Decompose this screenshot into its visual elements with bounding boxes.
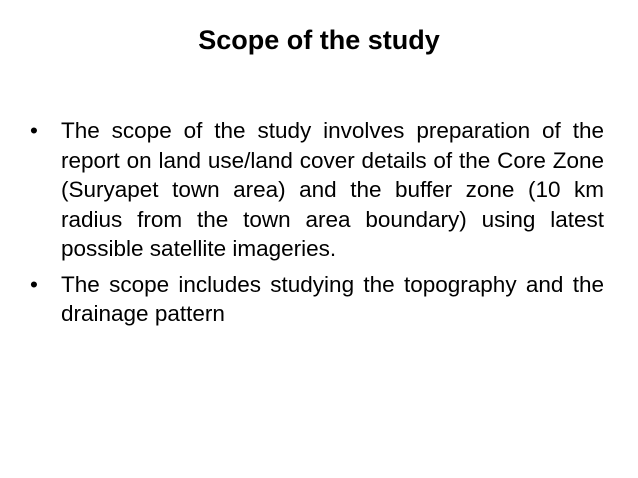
bullet-item-2	[30, 270, 604, 329]
bullet-text-2: The scope includes studying the topography and the drainage pattern	[61, 271, 604, 326]
bullet-marker: •	[30, 118, 38, 143]
bullet-item-1	[30, 116, 604, 264]
bullet-text-1: The scope of the study involves preparation of the report on land use/land cover details of the Core Zone (Suryapet town area) and the buffer zone (10 km radius from the town area boundary) using latest possible satellite imageries.	[61, 118, 604, 261]
bullet-marker: •	[30, 271, 38, 297]
bullet-list	[30, 116, 604, 335]
slide-title: Scope of the study	[198, 25, 440, 55]
